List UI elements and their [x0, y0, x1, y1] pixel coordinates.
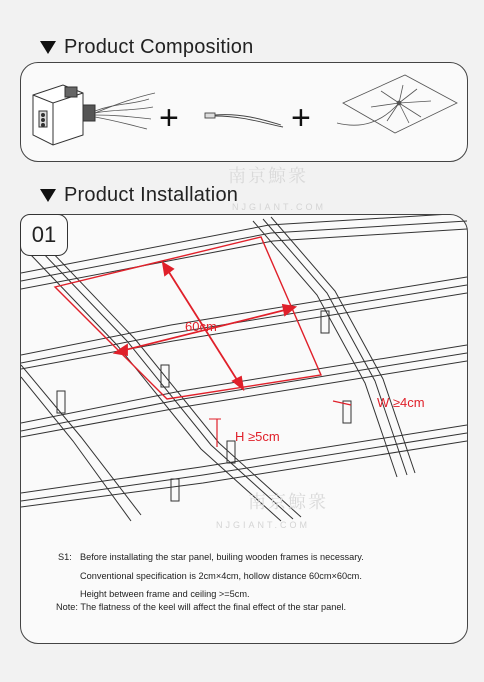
star-panel-illustration: [337, 75, 457, 133]
ceiling-frame-diagram: [21, 215, 467, 535]
instruction-line: [58, 567, 364, 586]
height-dimension-label: H ≥5cm: [235, 429, 280, 444]
frame-width-label: W ≥4cm: [377, 395, 425, 410]
watermark-url: NJGIANT.COM: [232, 202, 327, 212]
installation-title: Product Installation: [64, 184, 239, 206]
flatness-note: Note: The flatness of the keel will affect the final effect of the star panel.: [56, 602, 347, 612]
connector-cable-illustration: [205, 113, 283, 127]
plus-sign-1: +: [159, 99, 179, 137]
composition-illustration: [21, 63, 467, 161]
light-engine-illustration: [33, 85, 95, 145]
instruction-text: Conventional specification is 2cm×4cm, hollow distance 60cm×60cm.: [80, 570, 362, 581]
triangle-down-icon: [40, 41, 56, 54]
watermark-logo: 南京鯨衆: [248, 492, 328, 513]
step-label: S1:: [58, 552, 72, 562]
plus-sign-2: +: [291, 99, 311, 137]
composition-panel: [20, 62, 468, 162]
triangle-down-icon: [40, 189, 56, 202]
installation-instructions: [58, 548, 364, 604]
fiber-bundle-illustration: [95, 93, 155, 129]
dimension-arrows: [115, 263, 351, 447]
wooden-frame-beams: [21, 215, 467, 521]
step-number-badge: 01: [20, 214, 68, 256]
instruction-line: [58, 548, 364, 567]
instruction-text: Before installating the star panel, builing wooden frames is necessary.: [80, 552, 364, 562]
watermark-logo: 南京鯨衆: [228, 166, 308, 187]
watermark-url: NJGIANT.COM: [216, 520, 311, 530]
width-dimension-label: 60cm: [185, 319, 217, 334]
composition-title: Product Composition: [64, 36, 254, 58]
instruction-text: Height between frame and ceiling >=5cm.: [80, 589, 250, 599]
composition-heading: [40, 36, 253, 59]
instruction-line: [58, 585, 364, 604]
installation-heading: [40, 184, 238, 207]
